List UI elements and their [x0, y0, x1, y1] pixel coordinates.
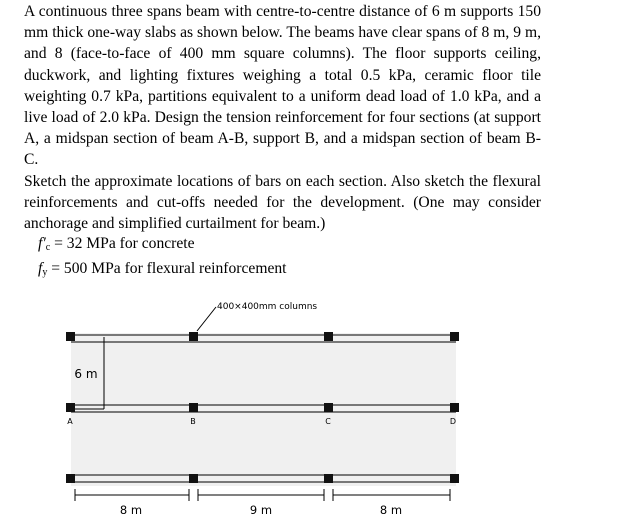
- column-bottom-d: [450, 474, 459, 483]
- column-top-b: [189, 332, 198, 341]
- fy-subscript: y: [42, 267, 48, 279]
- fc-subscript: c: [45, 242, 51, 253]
- fy-text: = 500 MPa for flexural reinforcement: [47, 260, 287, 278]
- column-bottom-c: [324, 474, 333, 483]
- support-label-b: B: [190, 417, 196, 426]
- column-mid-a: [66, 403, 75, 412]
- problem-paragraph-2: Sketch the approximate locations of bars on each section. Also sketch the flexural reinforcements and cut-offs needed for the development. (One may consider anchorage and simplified curtailment for beam.): [24, 172, 541, 233]
- problem-statement: [24, 1, 541, 234]
- slab-spacing-label: 6 m: [74, 367, 98, 381]
- column-top-c: [324, 332, 333, 341]
- support-label-a: A: [67, 417, 73, 426]
- column-top-a: [66, 332, 75, 341]
- column-mid-c: [324, 403, 333, 412]
- span-label-ab: 8 m: [119, 503, 143, 517]
- column-bottom-a: [66, 474, 75, 483]
- column-mid-d: [450, 403, 459, 412]
- column-bottom-b: [189, 474, 198, 483]
- fc-text: = 32 MPa for concrete: [50, 235, 195, 252]
- steel-strength-line: [38, 258, 287, 283]
- material-properties: [38, 233, 287, 283]
- slab-area: [71, 333, 456, 486]
- column-callout-label: 400×400mm columns: [217, 302, 318, 312]
- fc-symbol: f′: [38, 235, 46, 252]
- support-label-c: C: [325, 417, 331, 426]
- support-label-d: D: [449, 417, 457, 426]
- span-label-bc: 9 m: [249, 503, 273, 517]
- span-label-cd: 8 m: [379, 503, 403, 517]
- column-callout-leader: [197, 307, 216, 331]
- concrete-strength-line: [38, 233, 287, 258]
- floor-plan-diagram: [0, 290, 622, 526]
- span-dimension-line: [75, 489, 450, 501]
- problem-paragraph-1: A continuous three spans beam with centre-to-centre distance of 6 m supports 150 mm thick one-way slabs as shown below. The beams have clear spans of 8 m, 9 m, and 8 (face-to-face of 400 mm square columns). The floor supports ceiling, duckwork, and lighting fixtures weighing a total 0.5 kPa, ceramic floor tile weighting 0.7 kPa, partitions equivalent to a uniform dead load of 1.0 kPa, and a live load of 2.0 kPa. Design the tension reinforcement for four sections (at support A, a midspan section of beam A-B, support B, and a midspan section of beam B-C.: [24, 3, 541, 169]
- fy-symbol: f: [38, 260, 43, 278]
- column-top-d: [450, 332, 459, 341]
- column-mid-b: [189, 403, 198, 412]
